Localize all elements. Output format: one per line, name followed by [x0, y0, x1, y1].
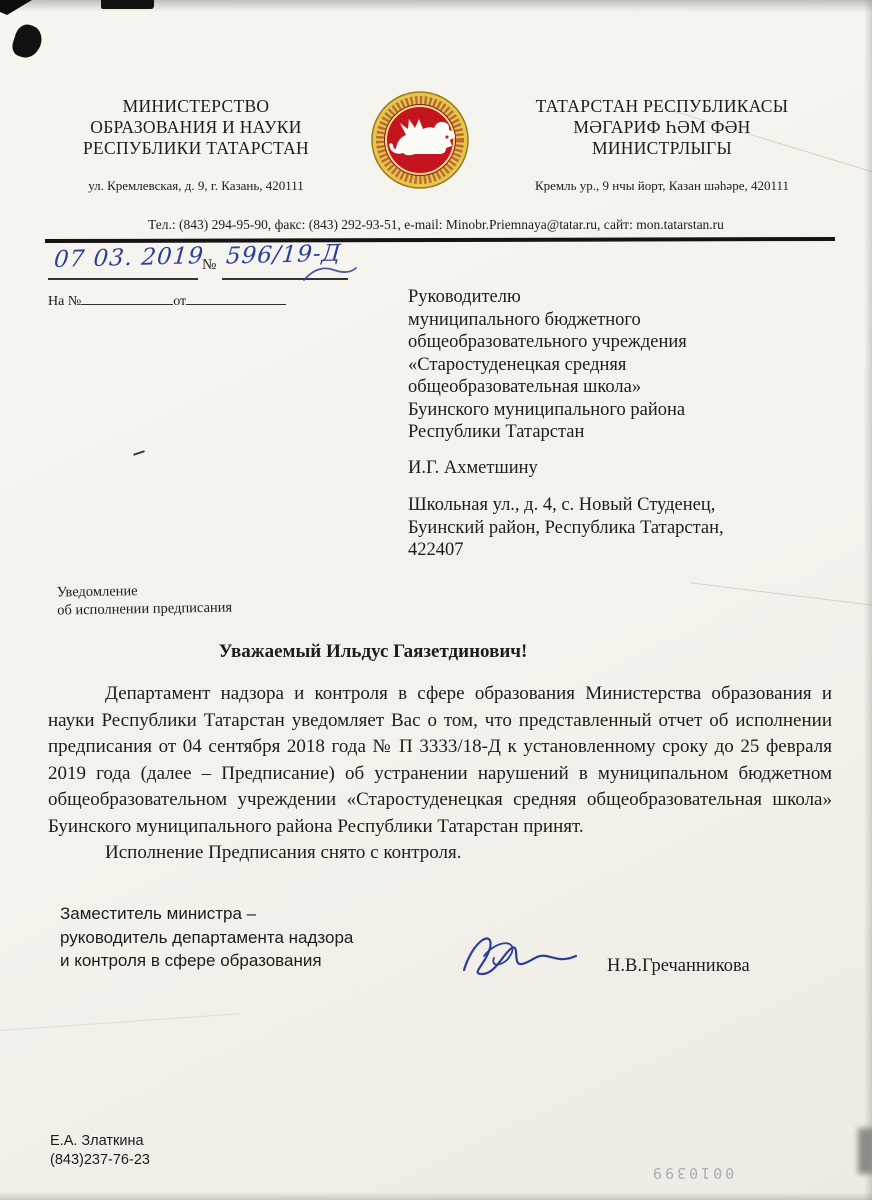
tatarstan-coat-of-arms-icon: [370, 90, 470, 195]
scan-corner-blob: [10, 22, 46, 62]
handwritten-outgoing-number: 596/19-Д: [224, 240, 343, 270]
number-sign: №: [202, 257, 217, 273]
recipient-line: Республики Татарстан: [408, 422, 585, 442]
document-subject: [57, 580, 233, 619]
date-underline: [48, 278, 198, 280]
ministry-name-ru-line: РЕСПУБЛИКИ ТАТАРСТАН: [82, 138, 309, 158]
recipient-line: общеобразовательного учреждения: [408, 332, 687, 352]
registration-stamp-number: 0010399: [650, 1164, 735, 1182]
recipient-person: И.Г. Ахметшину: [408, 457, 538, 478]
incoming-reference-row: [48, 291, 286, 310]
recipient-address-line: Школьная ул., д. 4, с. Новый Студенец,: [408, 495, 716, 515]
body-paragraph: Департамент надзора и контроля в сфере образования Министерства образования и науки Республики Татарстан уведомляет Вас о том, что представленный отчет об исполнении предписания от 04 сентября 2018 года № П 3333/18-Д к установленному сроку до 25 февраля 2019 года (далее – Предписание) об устранении нарушений в муниципальном бюджетном общеобразовательном учреждении «Старостуденецкая средняя общеобразовательная школа» Буинского муниципального района Республики Татарстан принят.: [48, 683, 832, 837]
ministry-name-tt-line: МИНИСТРЛЫГЫ: [591, 138, 733, 158]
ministry-name-tt-line: ТАТАРСТАН РЕСПУБЛИКАСЫ: [535, 96, 789, 116]
signer-title-line: и контроля в сфере образования: [60, 951, 322, 970]
body-paragraph: Исполнение Предписания снято с контроля.: [105, 842, 462, 863]
handwritten-date: 07 03. 2019: [53, 243, 205, 273]
subject-line: об исполнении предписания: [57, 599, 233, 619]
ot-label: от: [173, 294, 187, 309]
letterhead: [46, 96, 830, 196]
recipient-line: Буинского муниципального района: [408, 399, 686, 420]
executor-phone: (843)237-76-23: [50, 1152, 150, 1168]
paper-crease: [0, 1013, 240, 1031]
signer-title: [60, 902, 353, 973]
signer-title-line: руководитель департамента надзора: [60, 927, 354, 947]
scan-corner-smudge: [858, 1128, 872, 1174]
ministry-name-ru: [46, 96, 346, 196]
signer-title-line: Заместитель министра –: [60, 904, 257, 923]
blank-line: [186, 291, 286, 305]
na-label: На №: [48, 294, 82, 309]
letter-body: [48, 681, 832, 867]
recipient-block: [408, 286, 808, 562]
pen-flourish: [300, 262, 360, 288]
recipient-line: муниципального бюджетного: [408, 309, 641, 330]
letterhead-divider: [45, 237, 835, 243]
recipient-line: Руководителю: [408, 287, 521, 307]
ministry-address-tt: Кремль ур., 9 нчы йорт, Казан шәһәре, 420111: [534, 178, 790, 193]
contact-line: Тел.: (843) 294-95-90, факс: (843) 292-93-51, e-mail: Minobr.Priemnaya@tatar.ru, сайт: mon.tatarstan.ru: [148, 217, 724, 232]
pen-mark: [133, 450, 145, 456]
paper-crease: [691, 582, 872, 606]
recipient-address-line: Буинский район, Республика Татарстан,: [408, 517, 724, 538]
salutation: Уважаемый Ильдус Гаязетдинович!: [218, 641, 528, 662]
ministry-name-ru-line: ОБРАЗОВАНИЯ И НАУКИ: [90, 117, 302, 137]
subject-line: Уведомление: [56, 583, 138, 601]
executor-name: Е.А. Златкина: [50, 1133, 144, 1149]
blank-line: [81, 291, 173, 305]
ministry-address-ru: ул. Кремлевская, д. 9, г. Казань, 420111: [88, 178, 304, 193]
signer-name: Н.В.Гречанникова: [607, 956, 750, 976]
recipient-address-line: 422407: [408, 540, 464, 560]
recipient-line: общеобразовательная школа»: [408, 377, 642, 397]
ministry-name-tt: [494, 96, 830, 196]
ministry-name-ru-line: МИНИСТЕРСТВО: [122, 96, 270, 116]
scan-top-mark: [101, 0, 154, 9]
recipient-address: [408, 494, 808, 562]
handwritten-signature: [450, 926, 582, 990]
recipient-line: «Старостуденецкая средняя: [408, 354, 627, 375]
scan-right-edge: [864, 0, 872, 1200]
executor-block: [50, 1132, 150, 1170]
scan-bottom-edge: [0, 1192, 872, 1200]
ministry-name-tt-line: МӘГАРИФ ҺӘМ ФӘН: [573, 117, 751, 137]
